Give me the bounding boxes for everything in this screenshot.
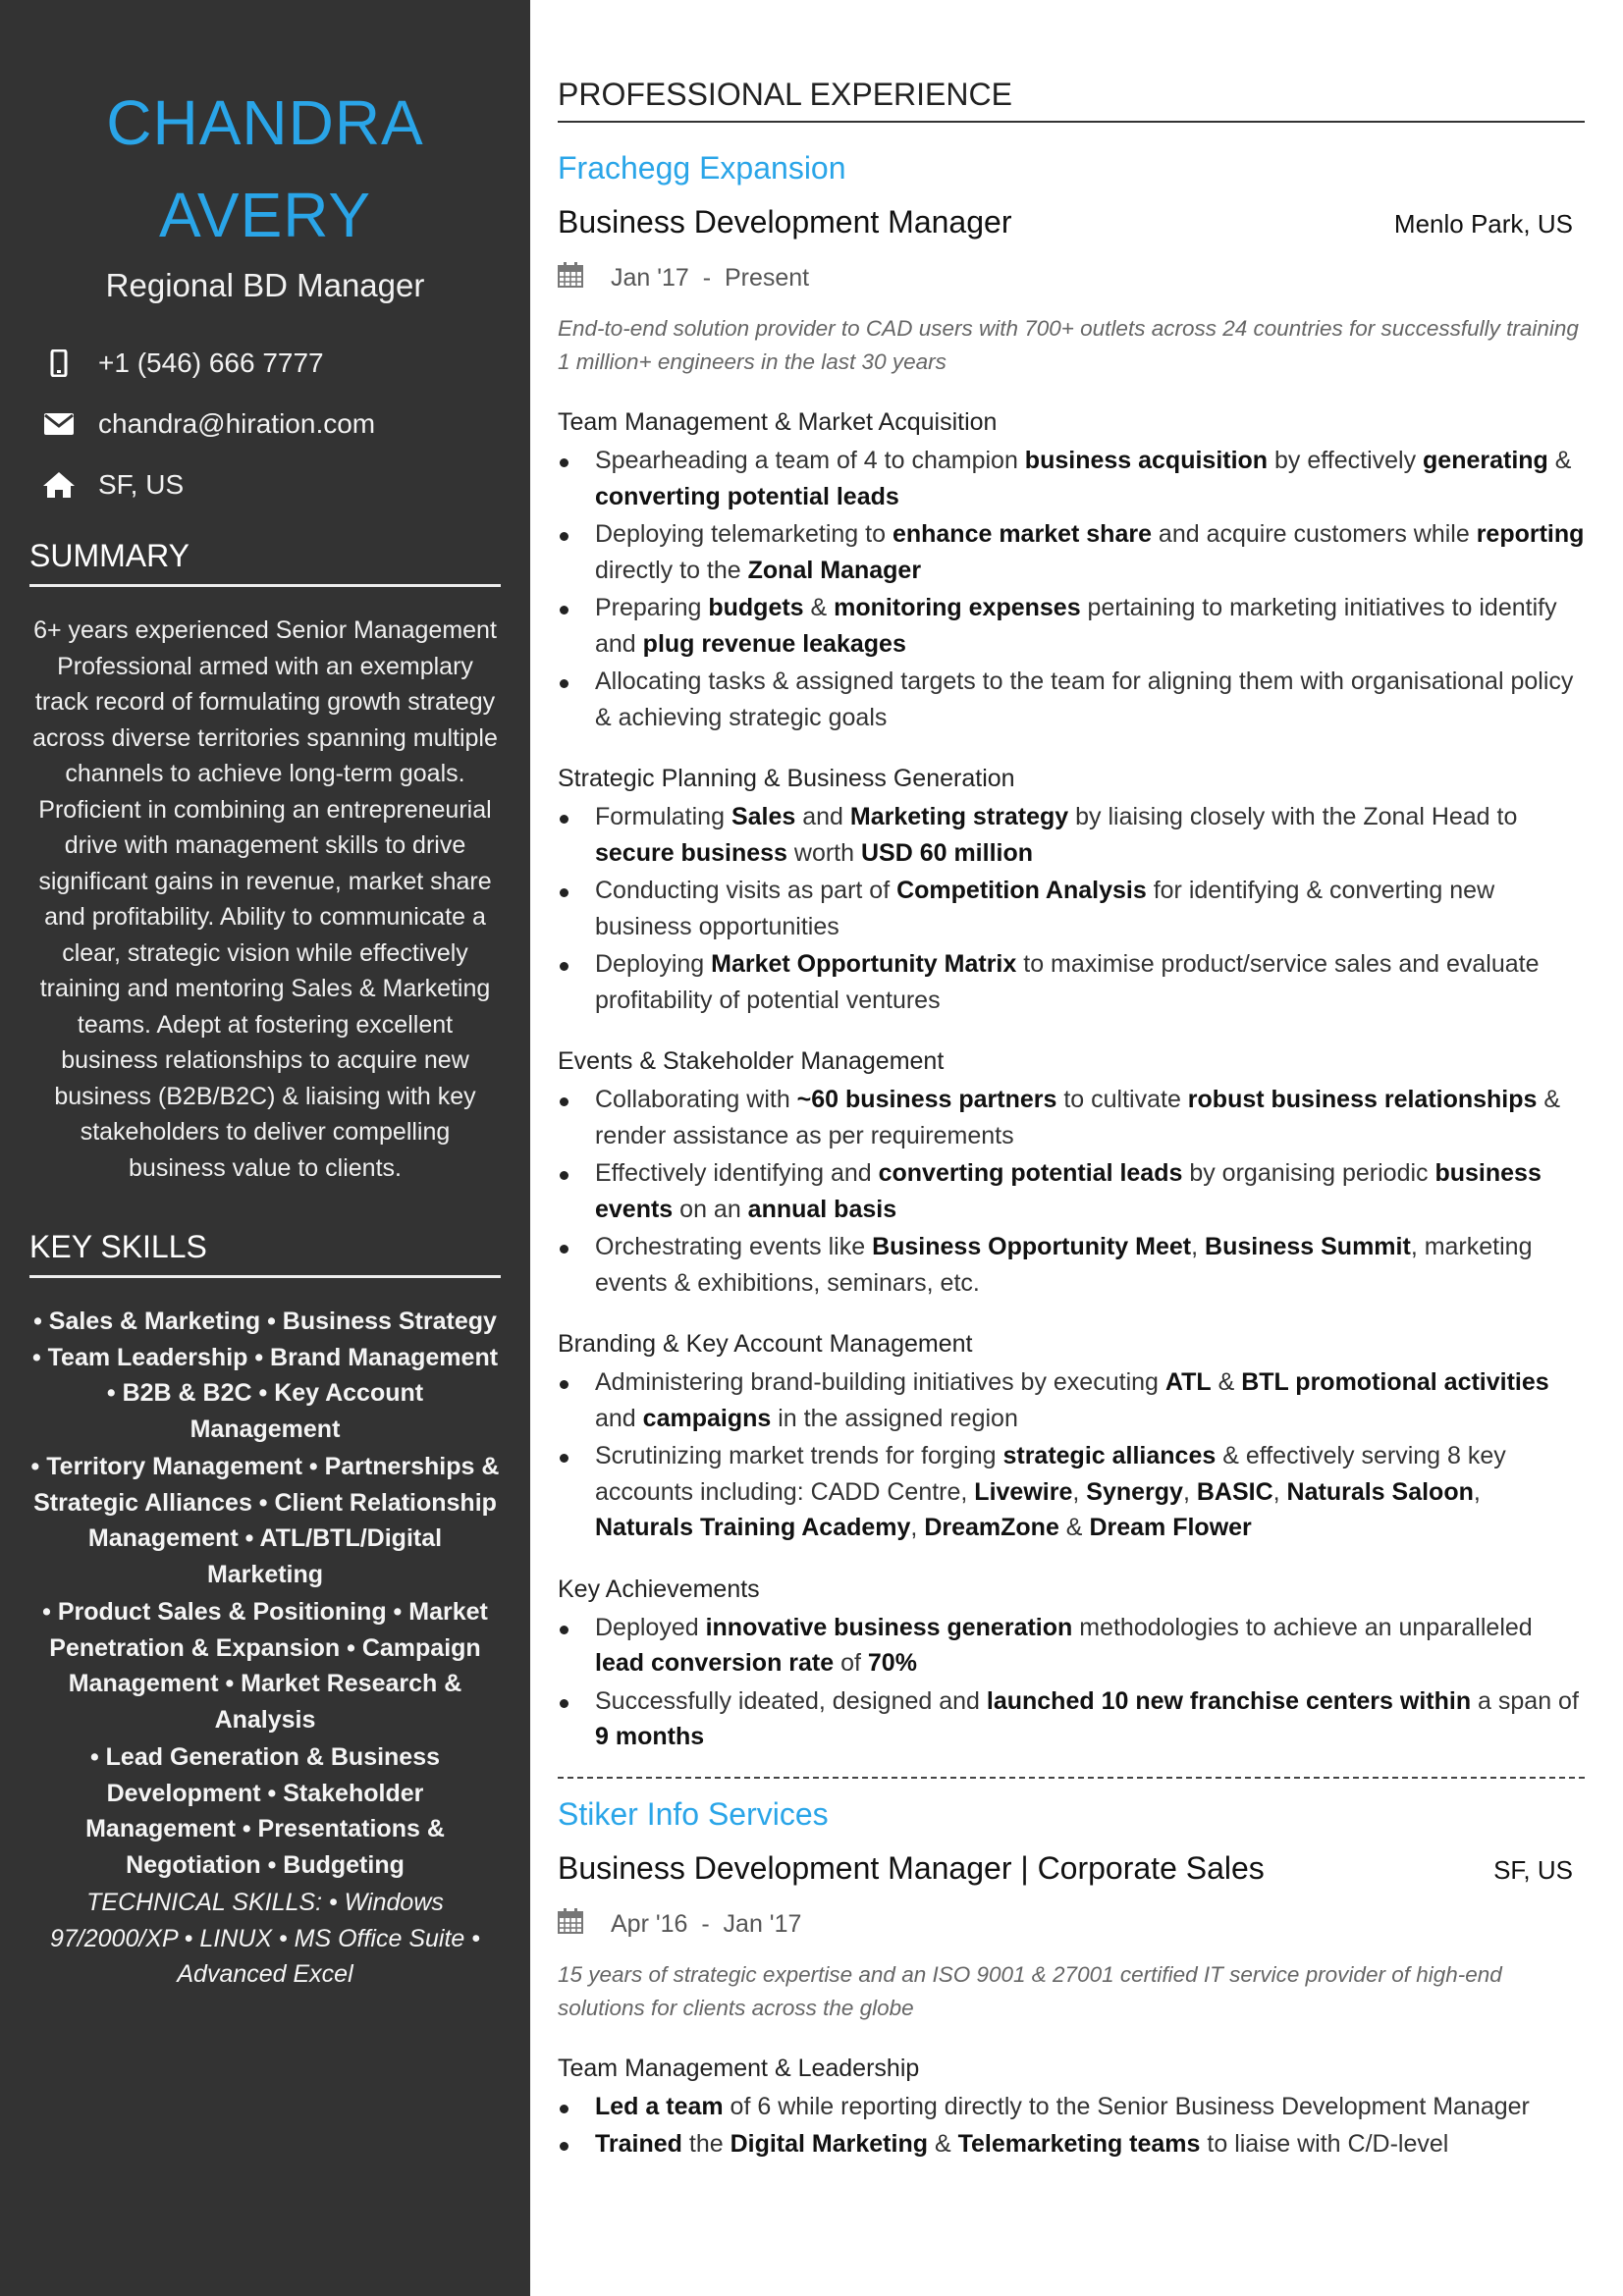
bold-text: Sales <box>730 803 796 830</box>
email-row <box>29 408 501 440</box>
bullet-item <box>558 1229 1585 1301</box>
bold-text: Digital Marketing <box>730 2130 928 2158</box>
bullet-item <box>558 873 1585 944</box>
summary-heading: SUMMARY <box>29 538 501 587</box>
text: on an <box>673 1195 748 1223</box>
company-name: Frachegg Expansion <box>558 150 846 186</box>
text: , <box>1272 1477 1287 1506</box>
bullet-item <box>558 664 1585 735</box>
text: Deployed <box>595 1613 706 1641</box>
bold-text: Livewire <box>974 1477 1073 1506</box>
bullet-item <box>558 516 1585 588</box>
bullet-item <box>558 799 1585 871</box>
bullet-item <box>558 590 1585 662</box>
bold-text: Zonal Manager <box>747 556 922 584</box>
last-name: AVERY <box>158 180 372 250</box>
bold-text: strategic alliances <box>1002 1442 1217 1469</box>
job-dates: Jan '17 - Present <box>611 264 810 292</box>
job-dates: Apr '16 - Jan '17 <box>611 1909 802 1938</box>
bold-text: enhance market share <box>892 520 1152 548</box>
text: to liaise with C/D-level <box>1200 2130 1449 2158</box>
text: , <box>1072 1477 1087 1506</box>
job-entry <box>558 1796 1585 2163</box>
bold-text: business acquisition <box>1024 447 1269 474</box>
phone-row <box>29 347 501 379</box>
bullet-list <box>558 2089 1585 2163</box>
summary-text: 6+ years experienced Senior Management Professional armed with an exemplary track record of formulating growth strategy across diverse territories spanning multiple channels to achieve long-term goals. Proficient in combining an entrepreneurial drive with management skills to drive significant gains in revenue, market share and profitability. Ability to communicate a clear, strategic vision while effectively training and mentoring Sales & Marketing teams. Adept at fostering excellent business relationships to acquire new business (B2B/B2C) & liaising with key stakeholders to deliver compelling business value to clients. <box>32 616 498 1182</box>
text: directly to the <box>595 556 748 584</box>
text: in the assigned region <box>771 1404 1018 1432</box>
bold-text: 9 months <box>595 1723 705 1750</box>
text: Scrutinizing market trends for forging <box>595 1442 1003 1469</box>
text: , <box>1191 1233 1206 1260</box>
bullet-list <box>558 1610 1585 1755</box>
bold-text: Market Opportunity Matrix <box>711 950 1017 978</box>
location-row <box>29 469 501 501</box>
phone-icon <box>41 349 77 377</box>
bullet-item <box>558 2126 1585 2163</box>
text: for identifying & converting new business opportunities <box>595 877 1495 940</box>
bold-text: Telemarketing teams <box>957 2130 1201 2158</box>
text: and <box>595 1404 643 1432</box>
bullet-item <box>558 2089 1585 2125</box>
text: Deploying <box>595 950 712 978</box>
bold-text: budgets <box>708 594 804 621</box>
calendar-icon <box>558 262 583 294</box>
text: Preparing <box>595 594 709 621</box>
bold-text: Naturals Saloon <box>1286 1477 1474 1506</box>
text: pertaining to marketing initiatives to identify and <box>595 594 1557 658</box>
text: to maximise product/service sales and evaluate profitability of potential ventures <box>595 950 1540 1014</box>
bold-text: campaigns <box>642 1404 772 1432</box>
section-heading: Team Management & Leadership <box>558 2054 920 2082</box>
email: chandra@hiration.com <box>98 408 376 439</box>
text: & <box>1547 447 1572 474</box>
bold-text: DreamZone <box>924 1514 1059 1541</box>
skill-group: • Lead Generation & Business Development • Stakeholder Management • Presentations & Negotiation • Budgeting <box>85 1743 445 1879</box>
text: , <box>1182 1477 1197 1506</box>
job-title: Business Development Manager <box>558 204 1012 240</box>
text: , <box>910 1514 925 1541</box>
bold-text: Business Summit <box>1205 1233 1411 1260</box>
text: the <box>681 2130 730 2158</box>
text: & <box>1058 1514 1090 1541</box>
text: and acquire customers while <box>1151 520 1477 548</box>
text: by effectively <box>1268 447 1424 474</box>
bullet-item <box>558 1683 1585 1755</box>
job-entry <box>558 150 1585 1755</box>
text: to cultivate <box>1056 1086 1188 1113</box>
bullet-item <box>558 443 1585 514</box>
first-name: CHANDRA <box>106 87 424 158</box>
bold-text: monitoring expenses <box>834 594 1081 621</box>
bold-text: innovative business generation <box>705 1613 1073 1641</box>
text: of <box>834 1649 868 1677</box>
bold-text: Trained <box>595 2130 682 2158</box>
text: & render assistance as per requirements <box>595 1086 1561 1149</box>
bold-text: Marketing strategy <box>849 803 1069 830</box>
bold-text: Naturals Training Academy <box>595 1514 911 1541</box>
bullet-item <box>558 1082 1585 1153</box>
bold-text: launched 10 new franchise centers within <box>986 1686 1472 1715</box>
bold-text: lead conversion rate <box>595 1649 835 1677</box>
bullet-item <box>558 1155 1585 1227</box>
bold-text: reporting <box>1476 520 1585 548</box>
bold-text: secure business <box>595 838 787 867</box>
bullet-list <box>558 1082 1585 1301</box>
bold-text: Dream Flower <box>1089 1514 1252 1541</box>
text: Collaborating with <box>595 1086 797 1113</box>
bullet-item <box>558 1438 1585 1546</box>
job-divider <box>558 1777 1585 1779</box>
text: & <box>803 594 835 621</box>
section-heading: Events & Stakeholder Management <box>558 1047 945 1075</box>
technical-skills: TECHNICAL SKILLS: • Windows 97/2000/XP • LINUX • MS Office Suite • Advanced Excel <box>49 1889 481 1988</box>
company-description: 15 years of strategic expertise and an ISO 9001 & 27001 certified IT service provider of high-end solutions for clients across the globe <box>558 1961 1502 2020</box>
bold-text: business events <box>595 1159 1542 1223</box>
text: & effectively serving 8 key accounts including: CADD Centre, <box>595 1442 1506 1506</box>
text: , marketing events & exhibitions, seminars, etc. <box>595 1233 1533 1297</box>
jobs-list <box>558 150 1585 2163</box>
bold-text: converting potential leads <box>878 1159 1183 1187</box>
section-heading: Strategic Planning & Business Generation <box>558 765 1015 792</box>
text: Formulating <box>595 803 731 830</box>
bullet-list <box>558 799 1585 1018</box>
text: by organising periodic <box>1182 1159 1435 1187</box>
text: and <box>795 803 850 830</box>
text: Orchestrating events like <box>595 1233 873 1260</box>
calendar-icon <box>558 1908 583 1941</box>
text: Deploying telemarketing to <box>595 520 893 548</box>
text: Effectively identifying and <box>595 1159 879 1187</box>
job-location: SF, US <box>1493 1854 1573 1885</box>
company-name: Stiker Info Services <box>558 1795 829 1832</box>
phone: +1 (546) 666 7777 <box>98 347 324 378</box>
bold-text: BASIC <box>1196 1477 1273 1506</box>
text: a span of <box>1471 1686 1579 1715</box>
envelope-icon <box>41 413 77 435</box>
bold-text: USD 60 million <box>860 838 1034 867</box>
text: of 6 while reporting directly to the Senior Business Development Manager <box>723 2092 1530 2120</box>
bullet-list <box>558 1364 1585 1546</box>
main-content <box>558 0 1585 2164</box>
text: , <box>1473 1477 1481 1506</box>
job-location: Menlo Park, US <box>1393 209 1573 239</box>
bullet-item <box>558 1364 1585 1436</box>
skill-group: • Product Sales & Positioning • Market Penetration & Expansion • Campaign Management • Market Research & Analysis <box>42 1598 488 1734</box>
bold-text: BTL promotional activities <box>1241 1368 1549 1396</box>
bullet-item <box>558 946 1585 1018</box>
skill-group: • Sales & Marketing • Business Strategy • Team Leadership • Brand Management • B2B & B2C • Key Account Management <box>31 1308 499 1443</box>
bold-text: converting potential leads <box>595 482 899 510</box>
text: Allocating tasks & assigned targets to the team for aligning them with organisational policy & achieving strategic goals <box>595 667 1574 731</box>
section-heading: Branding & Key Account Management <box>558 1330 973 1358</box>
bold-text: plug revenue leakages <box>642 629 906 658</box>
job-title: Business Development Manager | Corporate Sales <box>558 1849 1265 1886</box>
text: worth <box>786 838 861 867</box>
skills-list <box>29 1304 501 1993</box>
bold-text: ATL <box>1164 1368 1212 1396</box>
bold-text: annual basis <box>747 1195 897 1223</box>
text: Conducting visits as part of <box>595 877 897 904</box>
bold-text: robust business relationships <box>1187 1086 1538 1113</box>
text: by liaising closely with the Zonal Head to <box>1068 803 1518 830</box>
location: SF, US <box>98 469 185 500</box>
text: methodologies to achieve an unparalleled <box>1072 1613 1533 1641</box>
home-icon <box>41 471 77 499</box>
bold-text: Competition Analysis <box>896 877 1147 904</box>
bold-text: Synergy <box>1086 1477 1183 1506</box>
text: Successfully ideated, designed and <box>595 1686 987 1715</box>
bullet-item <box>558 1610 1585 1682</box>
skill-group: • Territory Management • Partnerships & Strategic Alliances • Client Relationship Management • ATL/BTL/Digital Marketing <box>30 1453 500 1588</box>
text: & <box>1211 1368 1242 1396</box>
section-heading: Team Management & Market Acquisition <box>558 408 998 436</box>
experience-heading: PROFESSIONAL EXPERIENCE <box>558 77 1585 123</box>
bold-text: Business Opportunity Meet <box>872 1233 1192 1260</box>
bold-text: Led a team <box>595 2092 724 2120</box>
bold-text: 70% <box>867 1649 917 1677</box>
text: Spearheading a team of 4 to champion <box>595 447 1025 474</box>
company-description: End-to-end solution provider to CAD users with 700+ outlets across 24 countries for successfully training 1 million+ engineers in the last 30 years <box>558 316 1579 374</box>
bold-text: ~60 business partners <box>796 1086 1057 1113</box>
skills-heading: KEY SKILLS <box>29 1229 501 1278</box>
section-heading: Key Achievements <box>558 1575 760 1603</box>
sidebar <box>0 0 530 2296</box>
bullet-list <box>558 443 1585 735</box>
text: & <box>928 2130 958 2158</box>
bold-text: generating <box>1423 447 1548 474</box>
role-title: Regional BD Manager <box>105 267 425 303</box>
text: Administering brand-building initiatives by executing <box>595 1368 1165 1396</box>
